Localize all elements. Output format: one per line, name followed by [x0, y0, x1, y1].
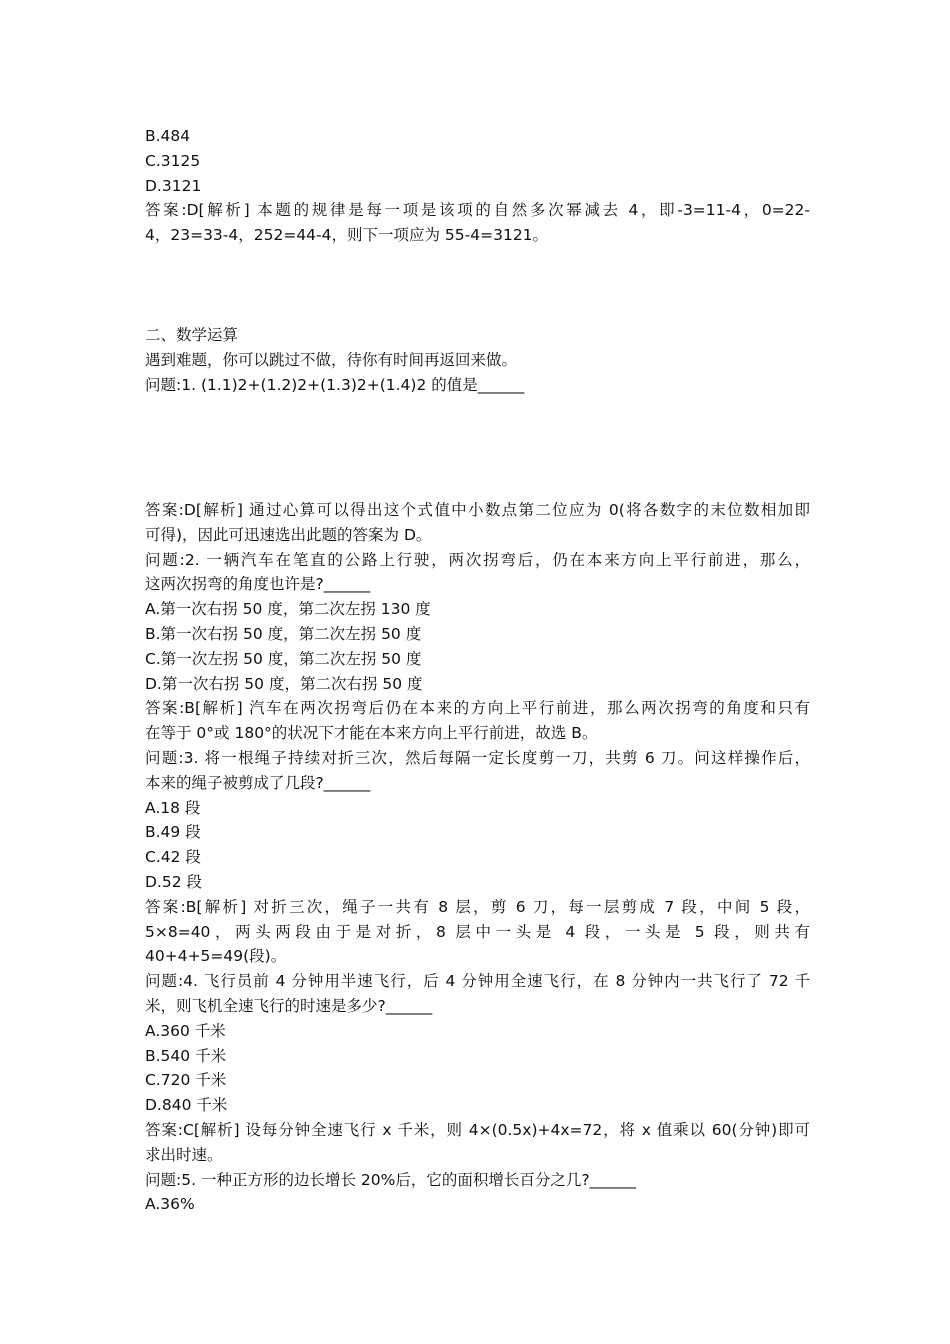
option-a: A.36%	[145, 1195, 195, 1214]
section-heading: 二、数学运算	[145, 326, 239, 344]
answer-line: 求出时速。	[145, 1145, 223, 1164]
option-a: A.360 千米	[145, 1021, 226, 1040]
math-section-intro	[145, 323, 810, 397]
answer-line: 5×8=40，两头两段由于是对折，8 层中一头是 4 段，一头是 5 段，则共有	[145, 922, 810, 941]
option-a: A.第一次右拐 50 度，第二次左拐 130 度	[145, 600, 431, 619]
option-d: D.52 段	[145, 872, 203, 891]
option-c: C.42 段	[145, 848, 201, 867]
question-3: 问题:3. 将一根绳子持续对折三次，然后每隔一定长度剪一刀，共剪 6 刀。问这样操作后，	[145, 748, 810, 767]
previous-question-tail	[145, 124, 810, 248]
answer-line: 可得)，因此可迅速选出此题的答案为 D。	[145, 525, 432, 544]
question-1: 问题:1. (1.1)2+(1.2)2+(1.3)2+(1.4)2 的值是______	[145, 375, 525, 394]
option-b: B.484	[145, 127, 191, 145]
answer-line: 答案:D[解析] 通过心算可以得出这个式值中小数点第二位应为 0(将各数字的末位数相加即	[145, 501, 810, 519]
option-a: A.18 段	[145, 798, 201, 817]
question-4-cont: 米，则飞机全速飞行的时速是多少?______	[145, 996, 433, 1015]
option-c: C.第一次左拐 50 度，第二次左拐 50 度	[145, 649, 422, 668]
option-b: B.第一次右拐 50 度，第二次左拐 50 度	[145, 624, 422, 643]
questions-and-answers	[145, 498, 810, 1217]
question-3-cont: 本来的绳子被剪成了几段?______	[145, 773, 371, 792]
question-4: 问题:4. 飞行员前 4 分钟用半速飞行，后 4 分钟用全速飞行，在 8 分钟内一共飞行了 72 千	[145, 972, 810, 991]
option-b: B.49 段	[145, 823, 201, 842]
answer-line: 答案:D[解析] 本题的规律是每一项是该项的自然多次幂减去 4，即-3=11-4，0=22-	[145, 201, 810, 220]
answer-line: 40+4+5=49(段)。	[145, 947, 287, 966]
option-d: D.3121	[145, 176, 202, 195]
option-d: D.840 千米	[145, 1096, 228, 1115]
question-5: 问题:5. 一种正方形的边长增长 20%后，它的面积增长百分之几?______	[145, 1170, 637, 1189]
question-2-cont: 这两次拐弯的角度也许是?______	[145, 575, 371, 594]
option-b: B.540 千米	[145, 1046, 227, 1065]
instruction-text: 遇到难题，你可以跳过不做，待你有时间再返回来做。	[145, 350, 518, 369]
option-c: C.3125	[145, 151, 201, 170]
answer-line: 在等于 0°或 180°的状况下才能在本来方向上平行前进，故选 B。	[145, 724, 598, 743]
option-d: D.第一次右拐 50 度，第二次右拐 50 度	[145, 674, 423, 693]
option-c: C.720 千米	[145, 1071, 227, 1090]
answer-line: 4，23=33-4，252=44-4，则下一项应为 55-4=3121。	[145, 226, 549, 245]
answer-line: 答案:B[解析] 汽车在两次拐弯后仍在本来的方向上平行前进，那么两次拐弯的角度和只有	[145, 699, 810, 718]
answer-line: 答案:C[解析] 设每分钟全速飞行 x 千米，则 4×(0.5x)+4x=72，将 x 值乘以 60(分钟)即可	[145, 1120, 810, 1139]
answer-line: 答案:B[解析] 对折三次，绳子一共有 8 层，剪 6 刀，每一层剪成 7 段，中间 5 段，	[145, 897, 810, 916]
question-2: 问题:2. 一辆汽车在笔直的公路上行驶，两次拐弯后，仍在本来方向上平行前进，那么，	[145, 550, 810, 569]
